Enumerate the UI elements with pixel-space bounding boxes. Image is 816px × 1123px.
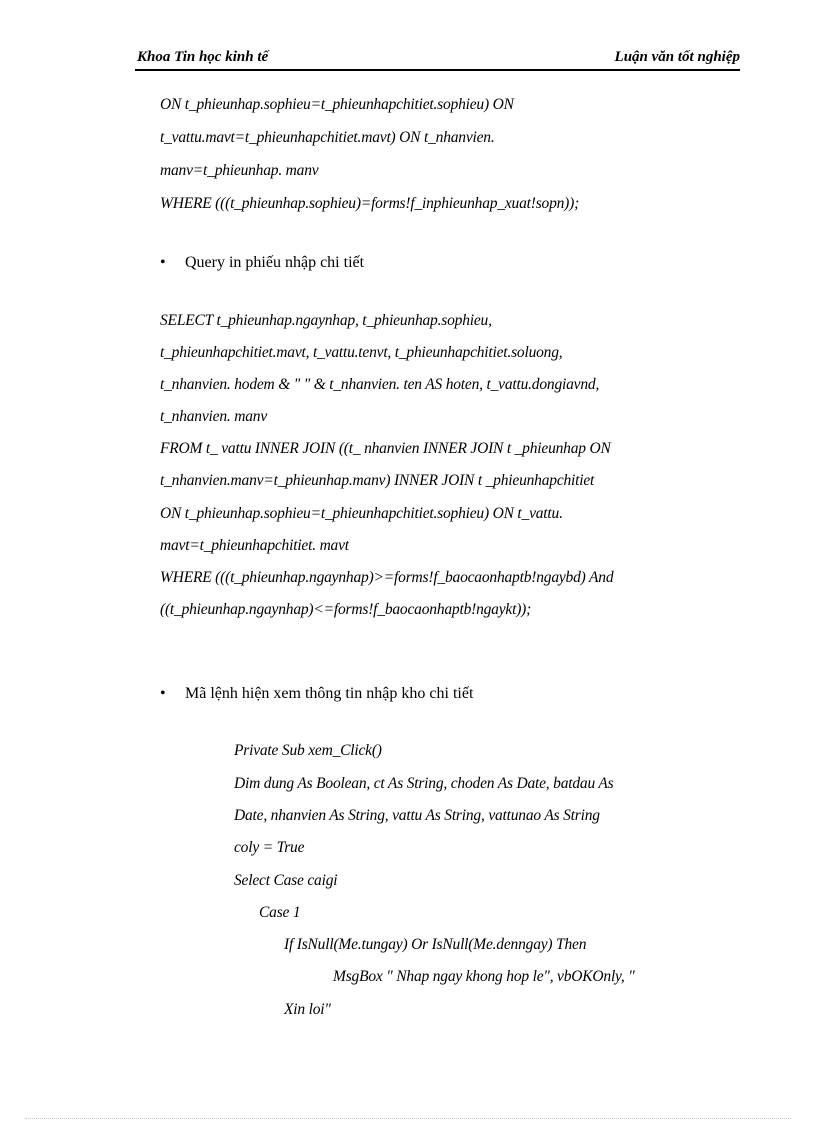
code-line: t_vattu.mavt=t_phieunhapchitiet.mavt) ON t_nhanvien. xyxy=(160,129,495,146)
bullet-icon: • xyxy=(160,685,166,702)
code-line: t_nhanvien. manv xyxy=(160,408,267,425)
code-line: Select Case caigi xyxy=(234,872,338,889)
code-line: coly = True xyxy=(234,839,305,856)
code-line: WHERE (((t_phieunhap.ngaynhap)>=forms!f_baocaonhaptb!ngaybd) And xyxy=(160,569,614,586)
code-line: ON t_phieunhap.sophieu=t_phieunhapchitiet.sophieu) ON xyxy=(160,96,514,113)
header-department: Khoa Tin học kinh tế xyxy=(137,49,269,65)
code-line: MsgBox " Nhap ngay khong hop le", vbOKOnly, " xyxy=(333,968,635,985)
code-line: t_nhanvien. hodem & " " & t_nhanvien. ten AS hoten, t_vattu.dongiavnd, xyxy=(160,376,600,393)
code-line: WHERE (((t_phieunhap.sophieu)=forms!f_inphieunhap_xuat!sopn)); xyxy=(160,195,580,212)
header-document-type: Luận văn tốt nghiệp xyxy=(614,49,740,65)
code-line: Dim dung As Boolean, ct As String, choden As Date, batdau As xyxy=(234,775,614,792)
code-line: If IsNull(Me.tungay) Or IsNull(Me.denngay) Then xyxy=(284,936,587,953)
page-header xyxy=(135,48,740,68)
code-line: Case 1 xyxy=(259,904,301,921)
code-line: Private Sub xem_Click() xyxy=(234,742,382,759)
code-line: Xin loi" xyxy=(284,1001,331,1018)
footer-divider xyxy=(25,1118,791,1119)
section-heading-text: Query in phiếu nhập chi tiết xyxy=(185,254,365,271)
section-heading-text: Mã lệnh hiện xem thông tin nhập kho chi tiết xyxy=(185,685,474,702)
code-line: mavt=t_phieunhapchitiet. mavt xyxy=(160,537,349,554)
code-line: FROM t_ vattu INNER JOIN ((t_ nhanvien INNER JOIN t _phieunhap ON xyxy=(160,440,611,457)
header-divider xyxy=(135,69,740,71)
code-line: ON t_phieunhap.sophieu=t_phieunhapchitiet.sophieu) ON t_vattu. xyxy=(160,505,563,522)
code-line: Date, nhanvien As String, vattu As String, vattunao As String xyxy=(234,807,600,824)
bullet-icon: • xyxy=(160,254,166,271)
code-line: ((t_phieunhap.ngaynhap)<=forms!f_baocaonhaptb!ngaykt)); xyxy=(160,601,532,618)
code-line: SELECT t_phieunhap.ngaynhap, t_phieunhap.sophieu, xyxy=(160,312,492,329)
code-line: t_phieunhapchitiet.mavt, t_vattu.tenvt, t_phieunhapchitiet.soluong, xyxy=(160,344,563,361)
code-line: t_nhanvien.manv=t_phieunhap.manv) INNER JOIN t _phieunhapchitiet xyxy=(160,472,595,489)
code-line: manv=t_phieunhap. manv xyxy=(160,162,319,179)
